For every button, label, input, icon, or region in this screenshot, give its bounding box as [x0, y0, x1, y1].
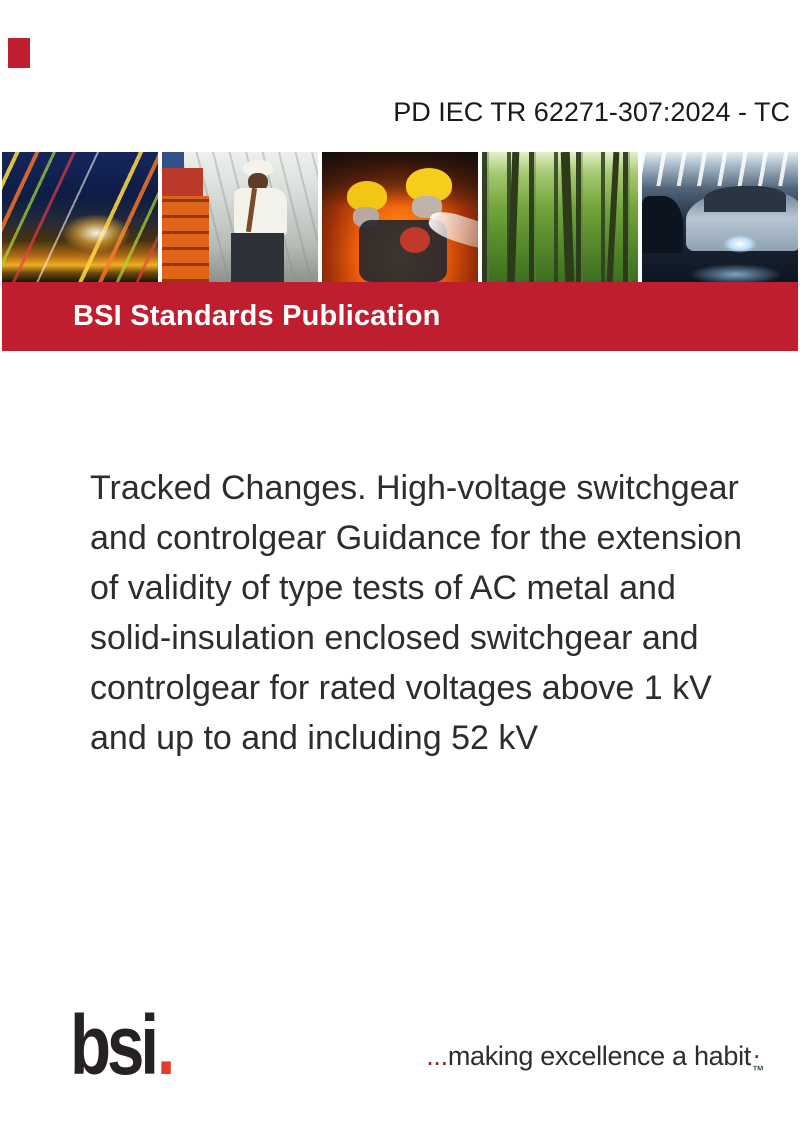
- worker-torso: [234, 188, 287, 235]
- factory-ceiling-beams: [642, 152, 798, 186]
- photo-car-production: [642, 152, 798, 282]
- floor-light-glow: [689, 264, 783, 282]
- bsi-logo-red-dot: .: [156, 998, 176, 1092]
- document-code: PD IEC TR 62271-307:2024 - TC: [393, 97, 790, 127]
- bsi-logo: [70, 998, 176, 1092]
- document-title: [90, 463, 770, 763]
- title-line: of validity of type tests of AC metal and: [90, 569, 676, 607]
- fire-smoke: [322, 152, 478, 207]
- title-line: and controlgear Guidance for the extension: [90, 519, 743, 557]
- warehouse-blue-crate: [162, 152, 184, 168]
- photo-night-traffic: [2, 152, 158, 282]
- traffic-light-glow: [61, 214, 131, 252]
- background-car: [642, 196, 683, 253]
- bsi-tagline: [426, 1034, 765, 1077]
- tagline-ellipsis: ...: [426, 1041, 448, 1071]
- banner-label: BSI Standards Publication: [73, 300, 441, 332]
- warehouse-red-crate: [162, 168, 203, 197]
- worker-pants: [231, 233, 284, 282]
- photo-warehouse-worker: [162, 152, 318, 282]
- title-line: solid-insulation enclosed switchgear and: [90, 619, 699, 657]
- car-roof: [704, 186, 785, 212]
- tree-trunk: [561, 152, 575, 282]
- photo-strip: [0, 152, 800, 282]
- tree-trunk: [508, 152, 520, 282]
- bsi-red-banner: [2, 282, 798, 351]
- title-line: controlgear for rated voltages above 1 kV: [90, 669, 712, 707]
- photo-firefighters: [322, 152, 478, 282]
- tree-trunk: [607, 152, 620, 282]
- tracked-changes-corner-mark: [8, 38, 30, 68]
- title-line: Tracked Changes. High-voltage switchgear: [90, 469, 739, 507]
- warehouse-orange-stack: [162, 196, 209, 282]
- tagline-text: making excellence a habit: [447, 1041, 751, 1071]
- title-line: and up to and including 52 kV: [90, 719, 539, 757]
- bsi-logo-text: bsi: [70, 998, 156, 1092]
- photo-forest: [482, 152, 638, 282]
- tagline-period: .: [753, 1034, 761, 1064]
- trademark-symbol: ™: [752, 1063, 764, 1077]
